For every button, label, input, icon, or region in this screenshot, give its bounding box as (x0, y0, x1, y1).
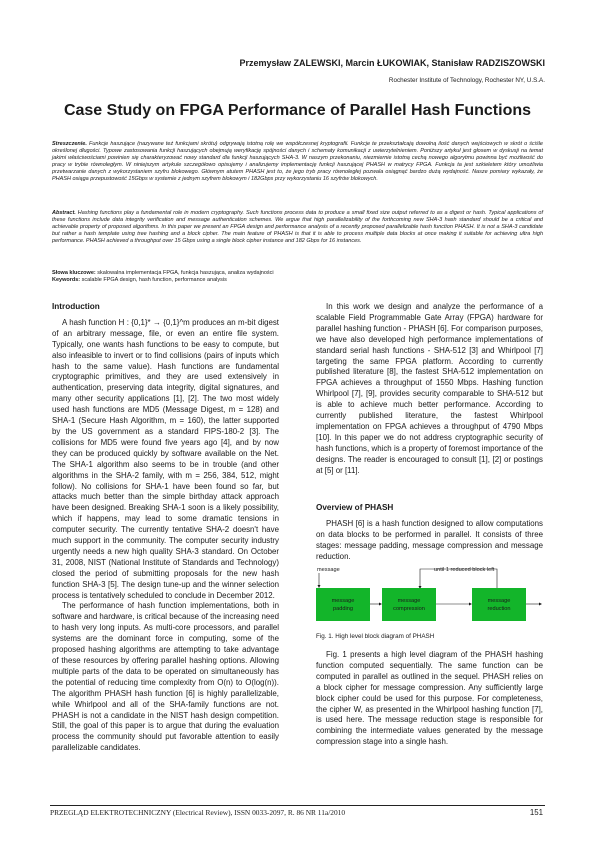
arrowhead-reduction-output (539, 603, 542, 606)
abstract-polish (52, 141, 543, 184)
intro-paragraph-3: In this work we design and analyze the performance of a scalable Field Programmable Gate Array (FPGA) hardware for parallel hashing function - PHASH [6]. For comparison purposes, we have also developed high performance implementations of standard serial hash functions - SHA-512 [3] and Whirlpool [7] targeting the same FPGA platform. According to currently published literature [8], the fastest SHA-512 implementation on FPGA achieves a throughput of 1550 Mbps. Hashing function Whirlpool [7], [9], provides security comparable to SHA-512 but is able to achieve much better performance. According to currently published literature, the fastest Whirlpool implementation on FPGA achieves a throughput of 4790 Mbps [10]. In this paper we do not address cryptographic security of hash functions, which is a property of foremost importance of the designs. The reader is encouraged to consult [1], [2] or postings at [5] or [11]. (316, 302, 543, 475)
phash-block-diagram (316, 565, 543, 621)
author-list: Przemysław ZALEWSKI, Marcin ŁUKOWIAK, Stanisław RADZISZOWSKI (239, 58, 545, 68)
abstract-english-text: Hashing functions play a fundamental role in modern cryptography. Such functions process data to produce a small fixed size output referred to as a digest or hash. Typical applications of these functions include data integrity verification and message authentication schemes. We argue that high parallelizability of the forthcoming new SHA-3 hash standard should be a critical and achievable property of proposed algorithms. In this paper we present an FPGA design and performance analysis of a recently proposed parallelizable hash function PHASH. It is not a SHA-3 candidate but rather a hash template using tree hashing and a block cipher. The main feature of PHASH is that it is able to process multiple data blocks at once making it suitable for achieving ultra high performance. PHASH achieved a throughput over 15 Gbps using a single block cipher instance and 182 Gbps for 16 instances. (52, 210, 543, 245)
abstract-english-label: Abstract. (52, 210, 76, 216)
arrowhead-padding-to-compression (379, 603, 382, 606)
figure-input-label: message (317, 567, 340, 573)
abstract-english (52, 210, 543, 245)
journal-footer: PRZEGLĄD ELEKTROTECHNICZNY (Electrical Review), ISSN 0033-2097, R. 86 NR 11a/2010 (50, 808, 346, 817)
introduction-heading: Introduction (52, 302, 100, 311)
affiliation: Rochester Institute of Technology, Rochester NY, U.S.A. (388, 77, 545, 84)
arrowhead-compression-to-reduction (469, 603, 472, 606)
footer-divider (50, 805, 545, 806)
box-message-reduction (472, 588, 526, 621)
box-label-padding-line-2: padding (333, 606, 353, 612)
box-label-reduction-line-1: message (487, 598, 511, 604)
box-label-compression-line-2: compression (393, 606, 425, 612)
keywords-english-text: scalable FPGA design, hash function, performance analysis (81, 277, 227, 284)
left-column (52, 302, 279, 754)
box-label-compression-line-1: message (397, 598, 421, 604)
paper-title: Case Study on FPGA Performance of Parallel Hash Functions (63, 102, 532, 119)
input-arrowhead (318, 585, 321, 588)
keywords-english (52, 277, 543, 284)
figure-discussion-paragraph: Fig. 1 presents a high level diagram of the PHASH hashing function computed sequentially. The same function can be computed in parallel as outlined in the sequel. PHASH relies on a block cipher for message compression. Any sufficiently large block cipher could be used for this purpose. For completeness, the cipher W, as presented in the Whirlpool hashing function [7], is used here. The message reduction stage is responsible for combining the intermediate values generated by the message compression stage into a single hash. (316, 650, 543, 747)
page-number: 151 (529, 808, 543, 817)
box-label-padding-line-1: message (331, 598, 355, 604)
figure-loop-label: until 1 reduced block left (434, 567, 495, 573)
abstract-polish-text: Funkcje haszujące (nazywane też funkcjami skrótu) odgrywają istotną rolę we współczesnej kryptografii. Funkcje te przekształcają dowolną ilość danych wejściowych w skrót o ściśle określonej długości. Typowe zastosowania funkcji haszujących obejmują weryfikację spójności danych i schematy komunikacji z uwierzytelnieniem. Poniższy artykuł jest głosem w dyskusji na temat jakimi właściwościami powinien się charakteryzować nowy standard dla funkcji haszujących SHA-3. W naszym przekonaniu, niezmiernie istotną cechą nowego algorytmu powinna być możliwość do pracy w trybie równoległym. W niniejszym artykule szczegółowo opisujemy i analizujemy implementację funkcji haszującej PHASH w matrycy FPGA. Funkcja ta jest szkieletem który umożliwia przetwarzanie danych z wykorzystaniem szyfru blokowego. Głównym atutem PHASH jest to, że jego tryb pracy równoległej pozwala osiągnąć bardzo dużą wydajność. Nasze pomiary wykazały, że PHASH osiąga przepustowość 15Gbps w systemie z jednym szyfrem blokowym i 182Gbps przy wykorzystaniu 16 szyfrów blokowych. (52, 141, 543, 183)
keywords-polish-label: Słowa kluczowe: (52, 270, 96, 276)
keywords-polish-text: skalowalna implementacja FPGA, funkcja haszująca, analiza wydajności (97, 270, 274, 276)
overview-heading: Overview of PHASH (316, 503, 394, 512)
box-message-compression (382, 588, 436, 621)
figure-caption: Fig. 1. High level block diagram of PHASH (316, 633, 435, 640)
abstract-polish-label: Streszczenie. (52, 141, 87, 147)
overview-paragraph-1: PHASH [6] is a hash function designed to allow computations on data blocks to be performed in parallel. It consists of three stages: message padding, message compression and message reduction. (316, 518, 543, 561)
keywords-english-label: Keywords: (52, 277, 81, 284)
box-label-reduction-line-2: reduction (487, 606, 511, 612)
box-message-padding (316, 588, 370, 621)
intro-paragraph-2: The performance of hash function implementations, both in software and hardware, is critical because of the increasing need to hash very long inputs. As multi-core processors, and parallel systems are the dominant force in computing, some of the proposed hashing algorithms are attempting to take advantage of these resources by offering parallel hashing options. Allowing multiple parts of the data to be operated on simultaneously has the potential of reducing time complexity from O(n) to O(log(n)). The algorithm PHASH hash function [6] is highly parallelizable, while Whirlpool and all of the SHA-family functions are not. PHASH is not a candidate in the NIST hash design competition. Still, the goal of this paper is to argue that during the evaluation process the community should put favorable attention to easily parallelizable candidates. (52, 601, 279, 753)
intro-paragraph-1: A hash function H : {0,1}* → {0,1}^m produces an m-bit digest of an arbitrary message, file, or even an entire file system. Typically, one wants hash functions to be easy to compute, but also infeasible to invert or to find collisions (pairs of inputs which hash to the same value). Hash functions are fundamental cryptographic primitives, and they are used extensively in authentication, preserving data integrity, digital signatures, and many other security applications [1], [2]. The two most widely used hash functions are MD5 (Message Digest, m = 128) and SHA-1 (Secure Hash Algorithm, m = 160), the latter supported by the US government as a standard FIPS-180-2 [3]. The collisions for MD5 were found five years ago [4], and by now they can be produced quickly by software available on the Net. The SHA-1 algorithm also seems to be in trouble (and other algorithms in the SHA-2 family, with m = 256, 384, 512, might follow). No collisions for SHA-1 have been found so far, but attacks much better than the simple birthday attack approach have been designed. Breaking SHA-1 soon is a likely possibility, which if happens, may lead to some dramatic tensions in computer security. The currently tentative SHA-2 doesn't have much support in the community. The computer security industry urgently needs a new high quality SHA-3 standard. On October 31, 2008, NIST (National Institute of Standards and Technology) closed the period of submitting proposals for the new hash function SHA-3 [5]. The design tune-up and the winner selection process is tentatively scheduled to conclude in December 2012. (52, 317, 279, 600)
right-column-overview (316, 503, 543, 563)
keywords-block (52, 270, 543, 285)
right-column-figure-discussion (316, 650, 543, 748)
keywords-polish (52, 270, 543, 277)
right-column-top (316, 302, 543, 477)
